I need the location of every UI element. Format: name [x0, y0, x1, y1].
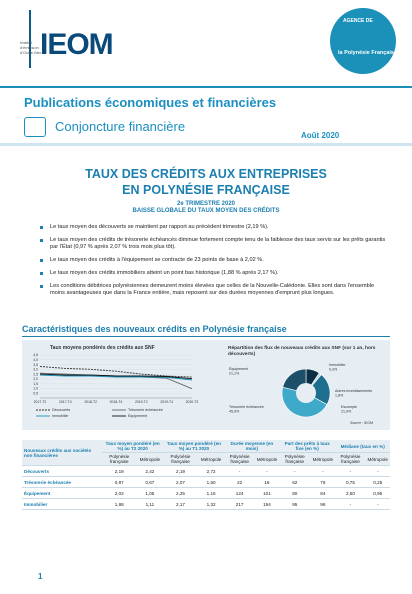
- subheading-summary: BAISSE GLOBALE DU TAUX MOYEN DES CRÉDITS: [132, 208, 280, 214]
- table-cell: 101: [255, 488, 279, 499]
- table-cell: 80: [279, 488, 310, 499]
- bullet-item: Le taux moyen des crédits à l'équipement se contracte de 23 points de base à 2,02 %.: [40, 257, 386, 264]
- row-label: Trésorerie échéancée: [22, 477, 102, 488]
- table-cell: 2,42: [136, 466, 163, 477]
- table-cell: 1,32: [198, 499, 225, 510]
- x-tick-label: 2019-T4: [160, 400, 173, 404]
- bullet-item: Les conditions débitrices polynésiennes demeurent moins élevées que celles de la Nouvelle-Calédonie. Elles sont dans l'ensemble moins avantageuses que dans la France entière, mais reposent sur des durées moyennes d'emprunt plus longues.: [40, 283, 386, 297]
- y-tick-label: 4,5: [33, 353, 38, 358]
- badge-top-text: AGENCE DE: [343, 18, 373, 24]
- table-header: Nouveaux crédits aux sociétés non financières: [22, 440, 102, 466]
- table-header-row: [22, 440, 390, 453]
- x-tick-label: 2019-T2: [135, 400, 148, 404]
- table-row: [22, 466, 390, 477]
- page-number: 1: [38, 572, 43, 581]
- table-cell: 1,05: [136, 488, 163, 499]
- header-rule: [0, 86, 412, 88]
- table-subheader: Métropole: [255, 453, 279, 466]
- header-band: [0, 143, 412, 146]
- table-header: Taux moyen pondéré (en %) au T2 2020: [102, 440, 163, 453]
- table-cell: 2,50: [335, 488, 365, 499]
- row-label: Découverts: [22, 466, 102, 477]
- y-tick-label: 0,5: [33, 391, 38, 396]
- table-subheader: Métropole: [310, 453, 335, 466]
- slice-value-label: 9,3%: [329, 367, 338, 372]
- section-title: Caractéristiques des nouveaux crédits en Polynésie française: [22, 324, 287, 334]
- table-cell: 62: [279, 477, 310, 488]
- table-header: Durée moyenne (en mois): [225, 440, 280, 453]
- table-cell: -: [335, 499, 365, 510]
- table-cell: 84: [310, 488, 335, 499]
- table-cell: 2,19: [102, 466, 136, 477]
- table-header: Taux moyen pondéré (en %) au T1 2020: [163, 440, 224, 453]
- table-cell: 0,67: [136, 477, 163, 488]
- bullet-item: Le taux moyen des crédits immobiliers atteint un point bas historique (1,88 % après 2,17 %).: [40, 270, 386, 277]
- table-cell: 1,15: [198, 488, 225, 499]
- main-title: [0, 166, 412, 198]
- publication-title: Publications économiques et financières: [24, 95, 277, 110]
- slice-value-label: 1,8%: [335, 393, 344, 398]
- y-tick-label: 3,0: [33, 367, 38, 372]
- line-chart: [26, 352, 199, 428]
- table-cell: -: [366, 499, 390, 510]
- table-cell: 194: [255, 499, 279, 510]
- slice-value-label: 21,1%: [229, 371, 240, 376]
- rates-table: [22, 440, 390, 510]
- table-row: [22, 499, 390, 510]
- legend-label: Trésorerie échéancée: [128, 408, 163, 413]
- y-tick-label: 2,0: [33, 377, 38, 382]
- publication-date: Août 2020: [301, 131, 340, 140]
- pie-source: Source : IEOM: [350, 421, 373, 425]
- table-cell: 2,02: [102, 488, 136, 499]
- table-cell: 2,25: [163, 488, 197, 499]
- table-cell: 76: [310, 477, 335, 488]
- slice-label: Trésorerie échéancée: [229, 405, 264, 409]
- table-cell: -: [279, 466, 310, 477]
- section-label: Conjoncture financière: [55, 119, 186, 134]
- table-cell: 2,17: [163, 499, 197, 510]
- table-subheader: Polynésie française: [225, 453, 255, 466]
- table-cell: 0,75: [335, 477, 365, 488]
- table-cell: 0,95: [366, 488, 390, 499]
- table-subheader: Polynésie française: [279, 453, 310, 466]
- x-tick-label: 2020-T2: [185, 400, 199, 404]
- x-tick-label: 2017-T4: [59, 400, 72, 404]
- slice-value-label: 21,9%: [341, 409, 352, 414]
- bullet-item: Le taux moyen des crédits de trésorerie échéancés diminue fortement compte tenu de la faiblesse des taux servis sur les prêts garantis par l'État (0,97 % après 2,07 % trois mois plus tôt).: [40, 237, 386, 251]
- table-cell: 16: [255, 477, 279, 488]
- y-tick-label: 1,0: [33, 386, 38, 391]
- table-cell: 1,50: [198, 477, 225, 488]
- logo-rule: [29, 10, 31, 68]
- pie-hole: [296, 383, 316, 403]
- table-cell: 2,72: [198, 466, 225, 477]
- slice-label: Escompte: [341, 405, 357, 409]
- table-row: [22, 488, 390, 499]
- table-subheader: Métropole: [198, 453, 225, 466]
- logo-subtitle: Institut d'émission d'Outre-Mer: [20, 40, 42, 55]
- y-tick-label: 4,0: [33, 357, 38, 362]
- x-tick-label: 2018-T4: [109, 400, 123, 404]
- table-cell: 217: [225, 499, 255, 510]
- ieom-logo: IEOM: [40, 28, 113, 61]
- table-cell: 1,88: [102, 499, 136, 510]
- table-header: Part des prêts à taux fixe (en %): [279, 440, 335, 453]
- badge-bottom-text: la Polynésie Française: [338, 50, 398, 56]
- table-header: Médiane (taux en %): [335, 440, 390, 453]
- slice-label: Équipement: [229, 367, 249, 371]
- bullet-item: Le taux moyen des découverts se maintient par rapport au précédent trimestre (2,19 %).: [40, 224, 386, 231]
- table-cell: 0,97: [102, 477, 136, 488]
- line-chart-title: Taux moyens pondérés des crédits aux SNF: [50, 345, 155, 351]
- row-label: Équipement: [22, 488, 102, 499]
- key-points: [40, 224, 386, 303]
- table-cell: 2,07: [163, 477, 197, 488]
- row-label: Immobilier: [22, 499, 102, 510]
- main-title-line2: EN POLYNÉSIE FRANÇAISE: [122, 183, 290, 197]
- table-cell: -: [335, 466, 365, 477]
- legend-label: Équipement: [128, 414, 148, 419]
- table-cell: 96: [310, 499, 335, 510]
- x-tick-label: 2017-T2: [33, 400, 47, 404]
- table-row: [22, 477, 390, 488]
- main-title-line1: TAUX DES CRÉDITS AUX ENTREPRISES: [85, 167, 327, 181]
- table-cell: 1,11: [136, 499, 163, 510]
- table-cell: -: [225, 466, 255, 477]
- table-cell: 22: [225, 477, 255, 488]
- table-cell: -: [255, 466, 279, 477]
- legend-label: Immobilier: [52, 414, 69, 419]
- table-subheader: Métropole: [366, 453, 390, 466]
- y-tick-label: 3,5: [33, 362, 38, 367]
- subheading-quarter: 2e TRIMESTRE 2020: [176, 201, 236, 207]
- table-subheader: Polynésie française: [335, 453, 365, 466]
- slice-value-label: 45,9%: [229, 409, 240, 414]
- section-rule: [22, 336, 390, 337]
- y-tick-label: 1,5: [33, 381, 38, 386]
- table-subheader: Polynésie française: [163, 453, 197, 466]
- table-cell: 124: [225, 488, 255, 499]
- legend-label: Découverts: [52, 408, 71, 413]
- slice-label: Immobilier: [329, 363, 346, 367]
- money-icon: [24, 117, 46, 137]
- table-cell: -: [366, 466, 390, 477]
- pie-chart: [225, 362, 387, 424]
- table-cell: 95: [279, 499, 310, 510]
- table-cell: 0,25: [366, 477, 390, 488]
- subheading: [0, 201, 412, 215]
- table-subheader: Polynésie française: [102, 453, 136, 466]
- table-cell: -: [310, 466, 335, 477]
- table-subheader: Métropole: [136, 453, 163, 466]
- y-tick-label: 2,5: [33, 372, 38, 377]
- x-tick-label: 2018-T2: [84, 400, 97, 404]
- slice-label: Autres investissements: [335, 389, 372, 393]
- table-cell: 2,19: [163, 466, 197, 477]
- pie-chart-title: Répartition des flux de nouveaux crédits aux SNF (sur 1 an, hors découverts): [228, 346, 376, 357]
